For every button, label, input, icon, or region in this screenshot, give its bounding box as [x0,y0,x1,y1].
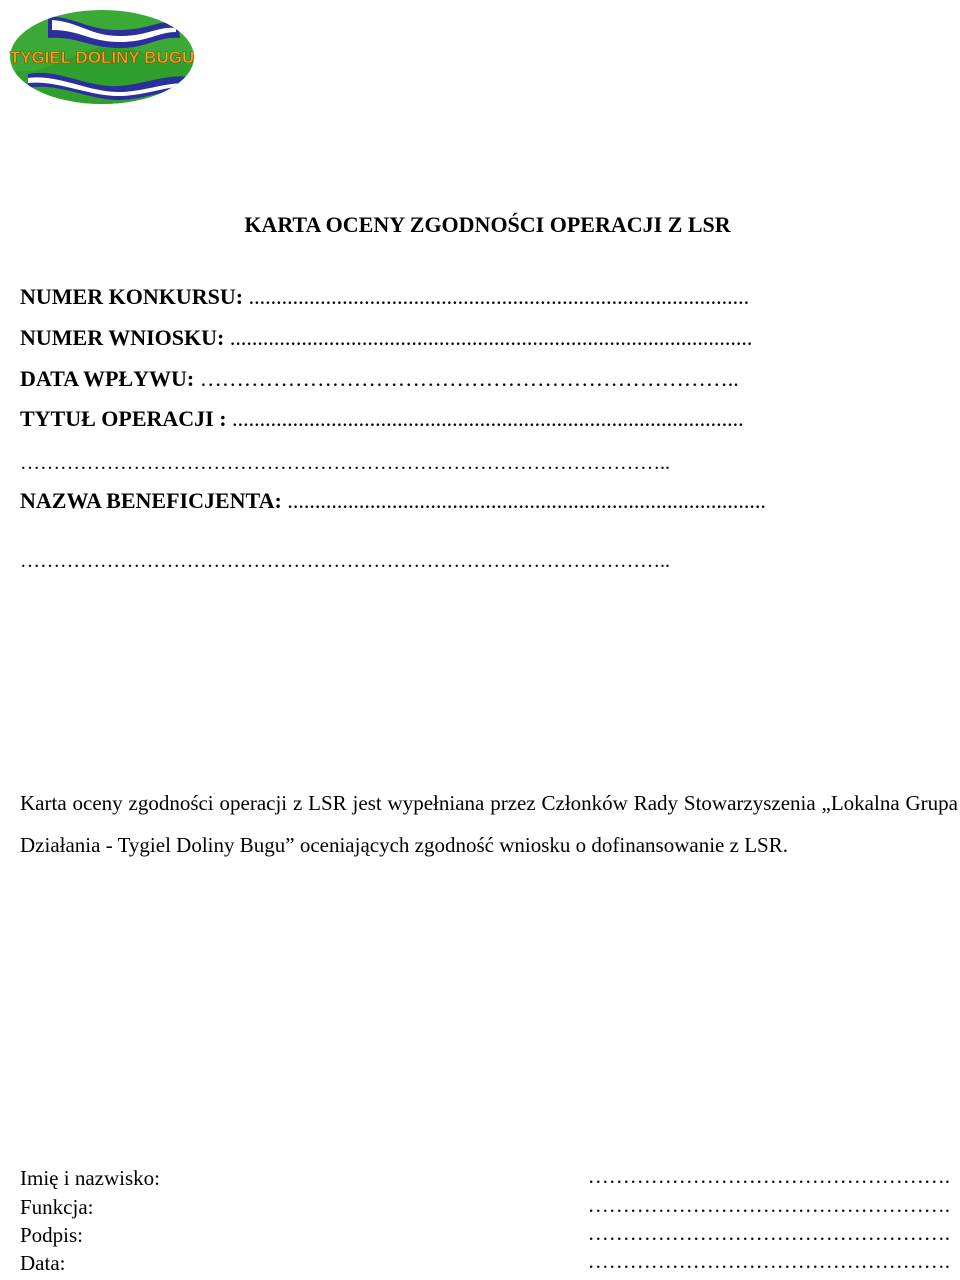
signature-dots: ……………………………………………. [587,1221,950,1245]
signature-label: Podpis: [20,1223,84,1247]
field-numer-konkursu [20,284,952,310]
tygiel-doliny-bugu-logo [8,8,196,106]
signature-label: Imię i nazwisko: [20,1166,160,1190]
signature-row-signature [20,1223,950,1252]
field-label: NUMER KONKURSU: [20,284,244,309]
field-dots: ……………………………………………………………….. [194,366,739,391]
signature-dots: ……………………………………………. [587,1193,950,1217]
field-label: NAZWA BENEFICJENTA: [20,488,282,513]
logo-text: TYGIEL DOLINY BUGU [9,48,195,67]
field-label: DATA WPŁYWU: [20,366,195,391]
signature-row-function [20,1195,950,1224]
signature-dots: ……………………………………………. [587,1249,950,1273]
field-label: NUMER WNIOSKU: [20,325,225,350]
signature-dots: ……………………………………………. [587,1164,950,1188]
signature-label: Data: [20,1251,66,1275]
field-dots: ........................................................................................... [243,284,750,309]
field-numer-wniosku [20,325,952,351]
signature-row-date [20,1251,950,1280]
field-nazwa-beneficjenta-continuation: …………………………………………………………………………………….. [20,550,670,572]
field-dots: ....................................................................................... [281,488,766,513]
signature-row-name [20,1166,950,1195]
field-nazwa-beneficjenta [20,488,952,514]
description-paragraph: Karta oceny zgodności operacji z LSR jest wypełniana przez Członków Rady Stowarzyszenia „Lokalna Grupa Działania - Tygiel Doliny Bugu” oceniających zgodność wniosku o dofinansowanie z LSR. [20,791,958,857]
document-title: KARTA OCENY ZGODNOŚCI OPERACJI Z LSR [244,212,731,237]
field-label: TYTUŁ OPERACJI : [20,406,227,431]
field-dots: ............................................................................................... [224,325,753,350]
field-tytul-operacji-continuation: …………………………………………………………………………………….. [20,452,670,474]
signature-label: Funkcja: [20,1195,94,1219]
field-data-wplywu [20,366,952,392]
field-tytul-operacji [20,406,952,432]
field-dots: ............................................................................................. [226,406,744,431]
